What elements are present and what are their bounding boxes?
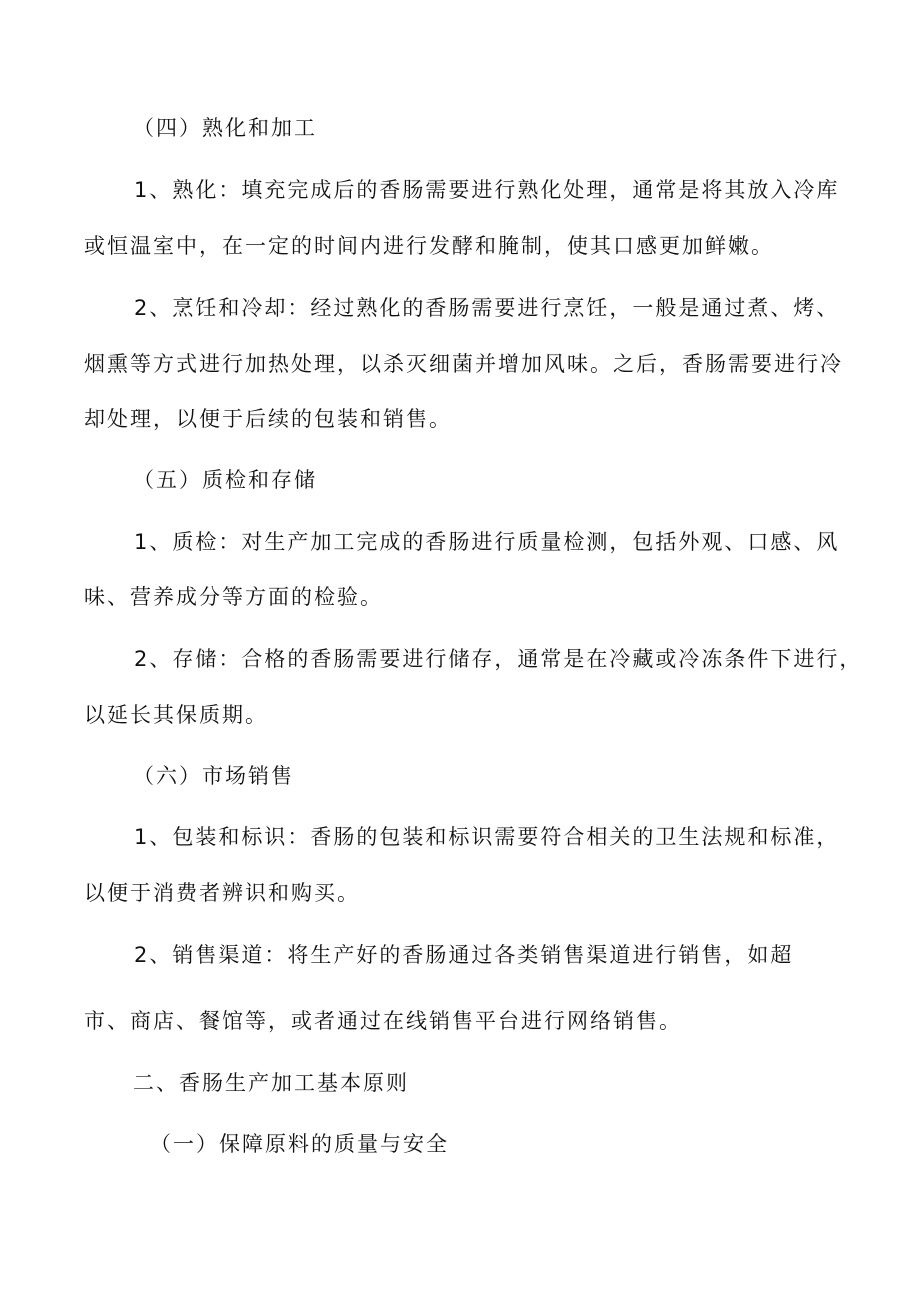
paragraph-packaging-line-2: 以便于消费者辨识和购买。 bbox=[84, 881, 360, 905]
heading-market-sales: （六）市场销售 bbox=[133, 764, 294, 788]
paragraph-sales-line-1: 2、销售渠道：将生产好的香肠通过各类销售渠道进行销售，如超 bbox=[134, 943, 794, 967]
paragraph-packaging-line-1: 1、包装和标识：香肠的包装和标识需要符合相关的卫生法规和标准， bbox=[134, 825, 840, 849]
section-title-principles: 二、香肠生产加工基本原则 bbox=[133, 1071, 409, 1095]
paragraph-cooking-line-2: 烟熏等方式进行加热处理，以杀灭细菌并增加风味。之后，香肠需要进行冷 bbox=[84, 352, 843, 376]
heading-ripening-processing: （四）熟化和加工 bbox=[133, 116, 317, 140]
paragraph-cooking-line-1: 2、烹饪和冷却：经过熟化的香肠需要进行烹饪，一般是通过煮、烤、 bbox=[134, 296, 840, 320]
paragraph-cooking-line-3: 却处理，以便于后续的包装和销售。 bbox=[84, 407, 452, 431]
heading-quality-storage: （五）质检和存储 bbox=[133, 468, 317, 492]
paragraph-quality-line-2: 味、营养成分等方面的检验。 bbox=[84, 585, 383, 609]
paragraph-storage-line-1: 2、存储：合格的香肠需要进行储存，通常是在冷藏或冷冻条件下进行， bbox=[134, 647, 863, 671]
paragraph-quality-line-1: 1、质检：对生产加工完成的香肠进行质量检测，包括外观、口感、风 bbox=[134, 530, 840, 554]
paragraph-ripening-line-1: 1、熟化：填充完成后的香肠需要进行熟化处理，通常是将其放入冷库 bbox=[134, 178, 840, 202]
heading-raw-material-quality: （一）保障原料的质量与安全 bbox=[150, 1132, 449, 1156]
paragraph-sales-line-2: 市、商店、餐馆等，或者通过在线销售平台进行网络销售。 bbox=[84, 1009, 682, 1033]
paragraph-storage-line-2: 以延长其保质期。 bbox=[84, 703, 268, 727]
paragraph-ripening-line-2: 或恒温室中，在一定的时间内进行发酵和腌制，使其口感更加鲜嫩。 bbox=[84, 234, 774, 258]
